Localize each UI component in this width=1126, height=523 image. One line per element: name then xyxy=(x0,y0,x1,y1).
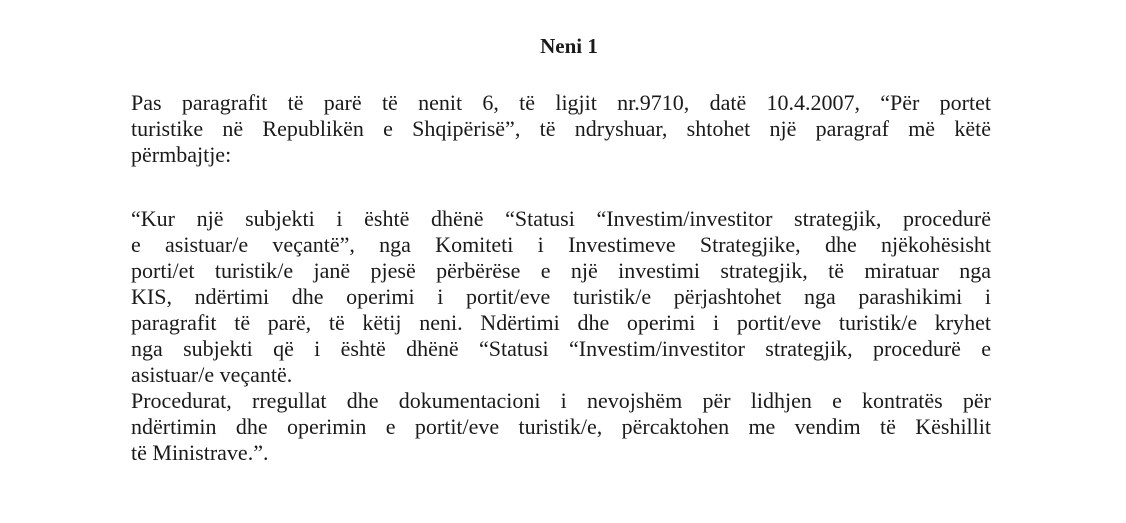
text-line: të Ministrave.”. xyxy=(131,440,269,465)
text-line: Pas paragrafit të parë të nenit 6, të ligjit nr.9710, datë 10.4.2007, “Për portet xyxy=(131,90,991,115)
text-line: KIS, ndërtimi dhe operimi i portit/eve turistik/e përjashtohet nga parashikimi i xyxy=(131,284,991,309)
text-line: ndërtimin dhe operimin e portit/eve turistik/e, përcaktohen me vendim të Këshillit xyxy=(131,414,991,439)
paragraph-intro xyxy=(131,90,991,168)
text-line: “Kur një subjekti i është dhënë “Statusi “Investim/investitor strategjik, procedurë xyxy=(131,206,991,231)
paragraph-amendment xyxy=(131,206,991,466)
text-line: e asistuar/e veçantë”, nga Komiteti i Investimeve Strategjike, dhe njëkohësisht xyxy=(131,232,991,257)
text-line: porti/et turistik/e janë pjesë përbërëse e një investimi strategjik, të miratuar nga xyxy=(131,258,991,283)
text-line: Procedurat, rregullat dhe dokumentacioni i nevojshëm për lidhjen e kontratës për xyxy=(131,388,991,413)
text-line: paragrafit të parë, të këtij neni. Ndërtimi dhe operimi i portit/eve turistik/e kryhet xyxy=(131,310,991,335)
text-line: përmbajtje: xyxy=(131,142,232,167)
article-title: Neni 1 xyxy=(540,34,598,58)
text-line: nga subjekti që i është dhënë “Statusi “Investim/investitor strategjik, procedurë e xyxy=(131,336,991,361)
text-line: asistuar/e veçantë. xyxy=(131,362,293,387)
text-line: turistike në Republikën e Shqipërisë”, të ndryshuar, shtohet një paragraf më këtë xyxy=(131,116,991,141)
